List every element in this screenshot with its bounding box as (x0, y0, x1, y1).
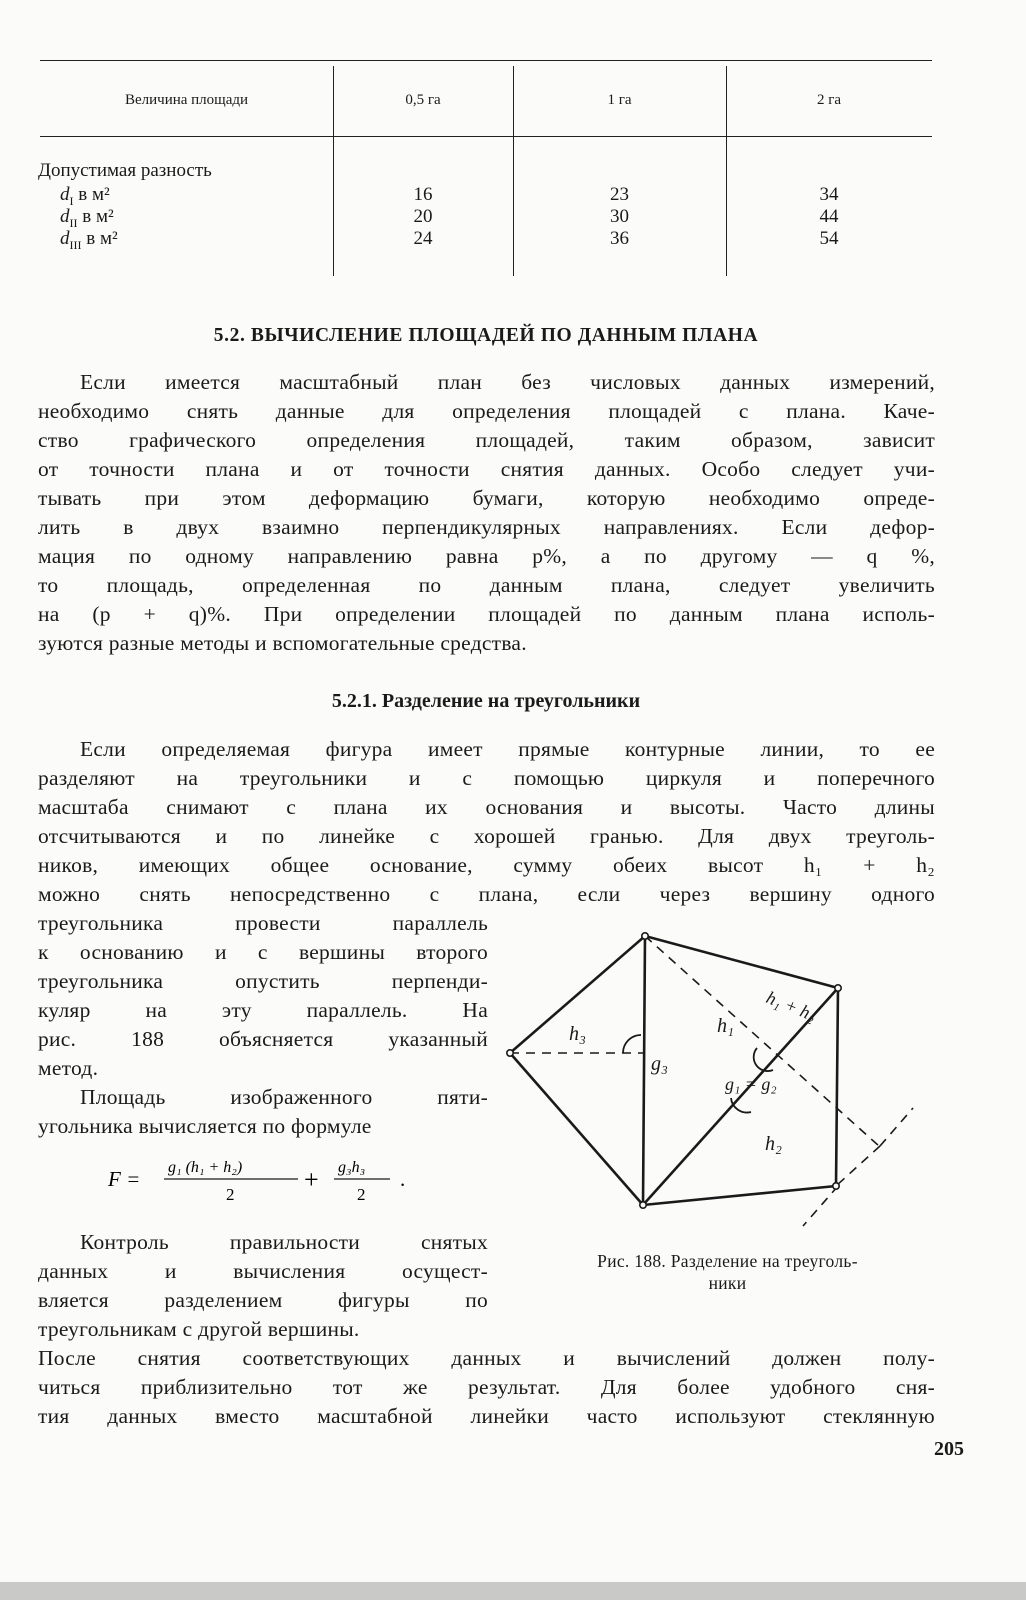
text-line: разделяют на треугольники и с помощью циркуля и поперечного (38, 766, 935, 790)
figure-caption (520, 1250, 935, 1294)
extension-line (803, 1186, 838, 1226)
table-cell: 16 (413, 184, 433, 205)
vertex-point (507, 1050, 513, 1056)
paragraph (38, 1228, 488, 1344)
table-header-cell: 0,5 га (405, 92, 441, 108)
text-line: на (p + q)%. При определении площадей по данным плана исполь- (38, 602, 935, 626)
subsection-heading: 5.2.1. Разделение на треугольники (331, 690, 641, 712)
table-header-cell: 2 га (816, 92, 842, 108)
figure-188 (495, 920, 935, 1240)
label-h2: h₂ (765, 1133, 782, 1155)
text-line: треугольникам с другой вершины. (38, 1317, 360, 1341)
text-line: можно снять непосредственно с плана, если через вершину одного (38, 882, 935, 906)
text-line: метод. (38, 1056, 99, 1080)
formula-denominator: 2 (226, 1185, 235, 1204)
caption-line: Рис. 188. Разделение на треуголь- (597, 1251, 858, 1271)
table-cell: 20 (413, 206, 433, 227)
text-line: После снятия соответствующих данных и вычислений должен полу- (38, 1346, 935, 1370)
perpendicular-h2-line (836, 1146, 880, 1186)
text-line: масштаба снимают с плана их основания и высоты. Часто длины (38, 795, 935, 819)
label-h1: h₁ (717, 1015, 734, 1037)
label-g1-equals-g2: g₁ = g₂ (725, 1074, 777, 1094)
pentagon-edge (643, 1186, 836, 1205)
label-g3: g₃ (651, 1053, 668, 1075)
text-line: вляется разделением фигуры по (38, 1288, 488, 1312)
label-h1-plus-h2: h₁ + h₂ (763, 987, 819, 1026)
diagonal-g3 (643, 936, 645, 1205)
text-line: к основанию и с вершины второго (38, 940, 488, 964)
right-angle-mark (754, 1048, 773, 1071)
formula-numerator: g₃h₃ (338, 1159, 366, 1176)
text-line: ство графического определения площадей, таким образом, зависит (38, 428, 935, 452)
paragraph (38, 1083, 488, 1141)
table-row-title: Допустимая разность (38, 160, 212, 181)
paragraph (38, 735, 935, 909)
text-line: мация по одному направлению равна p%, а по другому — q %, (38, 544, 935, 568)
text-line: тия данных вместо масштабной линейки часто используют стеклянную (38, 1404, 935, 1428)
table-top-rule (40, 60, 932, 61)
formula-lhs: F = (108, 1167, 141, 1191)
text-line: читься приблизительно тот же результат. Для более удобного сня- (38, 1375, 935, 1399)
table-row-label: $d_I$ в м² (60, 184, 110, 208)
vertex-point (642, 933, 648, 939)
pentagon-edge (836, 988, 838, 1186)
text-line: Если имеется масштабный план без числовых данных измерений, (80, 370, 935, 394)
table-header-rule (40, 136, 932, 137)
text-line: треугольника провести параллель (38, 911, 488, 935)
label-h3: h₃ (569, 1023, 586, 1045)
caption-line: ники (708, 1273, 747, 1293)
text-line: Если определяемая фигура имеет прямые контурные линии, то ее (80, 737, 935, 761)
formula-denominator: 2 (357, 1185, 366, 1204)
table-cell: 24 (413, 228, 433, 249)
table-header-cell: Величина площади (124, 92, 249, 108)
section-heading: 5.2. ВЫЧИСЛЕНИЕ ПЛОЩАДЕЙ ПО ДАННЫМ ПЛАНА (213, 325, 759, 346)
extension-line (880, 1108, 913, 1146)
table-header-cell: 1 га (607, 92, 632, 108)
vertex-point (833, 1183, 839, 1189)
text-line: треугольника опустить перпенди- (38, 969, 488, 993)
text-line: то площадь, определенная по данным плана, следует увеличить (38, 573, 935, 597)
text-line: зуются разные методы и вспомогательные средства. (38, 631, 527, 655)
page-number: 205 (934, 1438, 964, 1460)
tolerance-table (40, 60, 932, 280)
right-angle-mark (623, 1035, 641, 1053)
formula-period: . (400, 1167, 406, 1191)
text-line: рис. 188 объясняется указанный (38, 1027, 488, 1051)
table-row-label: $d_{II}$ в м² (60, 206, 114, 230)
text-line: от точности плана и от точности снятия данных. Особо следует учи- (38, 457, 935, 481)
right-angle-mark (731, 1098, 751, 1113)
table-cell: 44 (819, 206, 839, 227)
text-line: куляр на эту параллель. На (38, 998, 488, 1022)
text-line: ников, имеющих общее основание, сумму обеих высот h₁ + h₂ (38, 853, 935, 877)
table-cell: 36 (610, 228, 629, 249)
area-formula (108, 1152, 438, 1218)
table-cell: 30 (610, 206, 629, 227)
text-line: угольника вычисляется по формуле (38, 1114, 372, 1138)
table-cell: 23 (610, 184, 629, 205)
table-row-label: $d_{III}$ в м² (60, 228, 118, 252)
formula-graphic (108, 1152, 438, 1212)
paragraph (38, 909, 488, 1083)
table-cell: 54 (819, 228, 839, 249)
formula-numerator: g₁ (h₁ + h₂) (168, 1159, 243, 1176)
vertex-point (835, 985, 841, 991)
table-cell: 34 (819, 184, 839, 205)
paragraph (38, 368, 935, 658)
text-line: Площадь изображенного пяти- (80, 1085, 488, 1109)
pentagon-diagram (495, 920, 935, 1240)
scan-edge (0, 1582, 1026, 1600)
formula-plus: + (304, 1165, 319, 1194)
pentagon-edge (510, 1053, 643, 1205)
text-line: отсчитываются и по линейке с хорошей гранью. Для двух треуголь- (38, 824, 935, 848)
vertex-point (640, 1202, 646, 1208)
text-line: лить в двух взаимно перпендикулярных направлениях. Если дефор- (38, 515, 935, 539)
text-line: Контроль правильности снятых (80, 1230, 488, 1254)
text-line: данных и вычисления осущест- (38, 1259, 488, 1283)
text-line: необходимо снять данные для определения площадей с плана. Каче- (38, 399, 935, 423)
paragraph (38, 1344, 935, 1431)
text-line: тывать при этом деформацию бумаги, которую необходимо опреде- (38, 486, 935, 510)
